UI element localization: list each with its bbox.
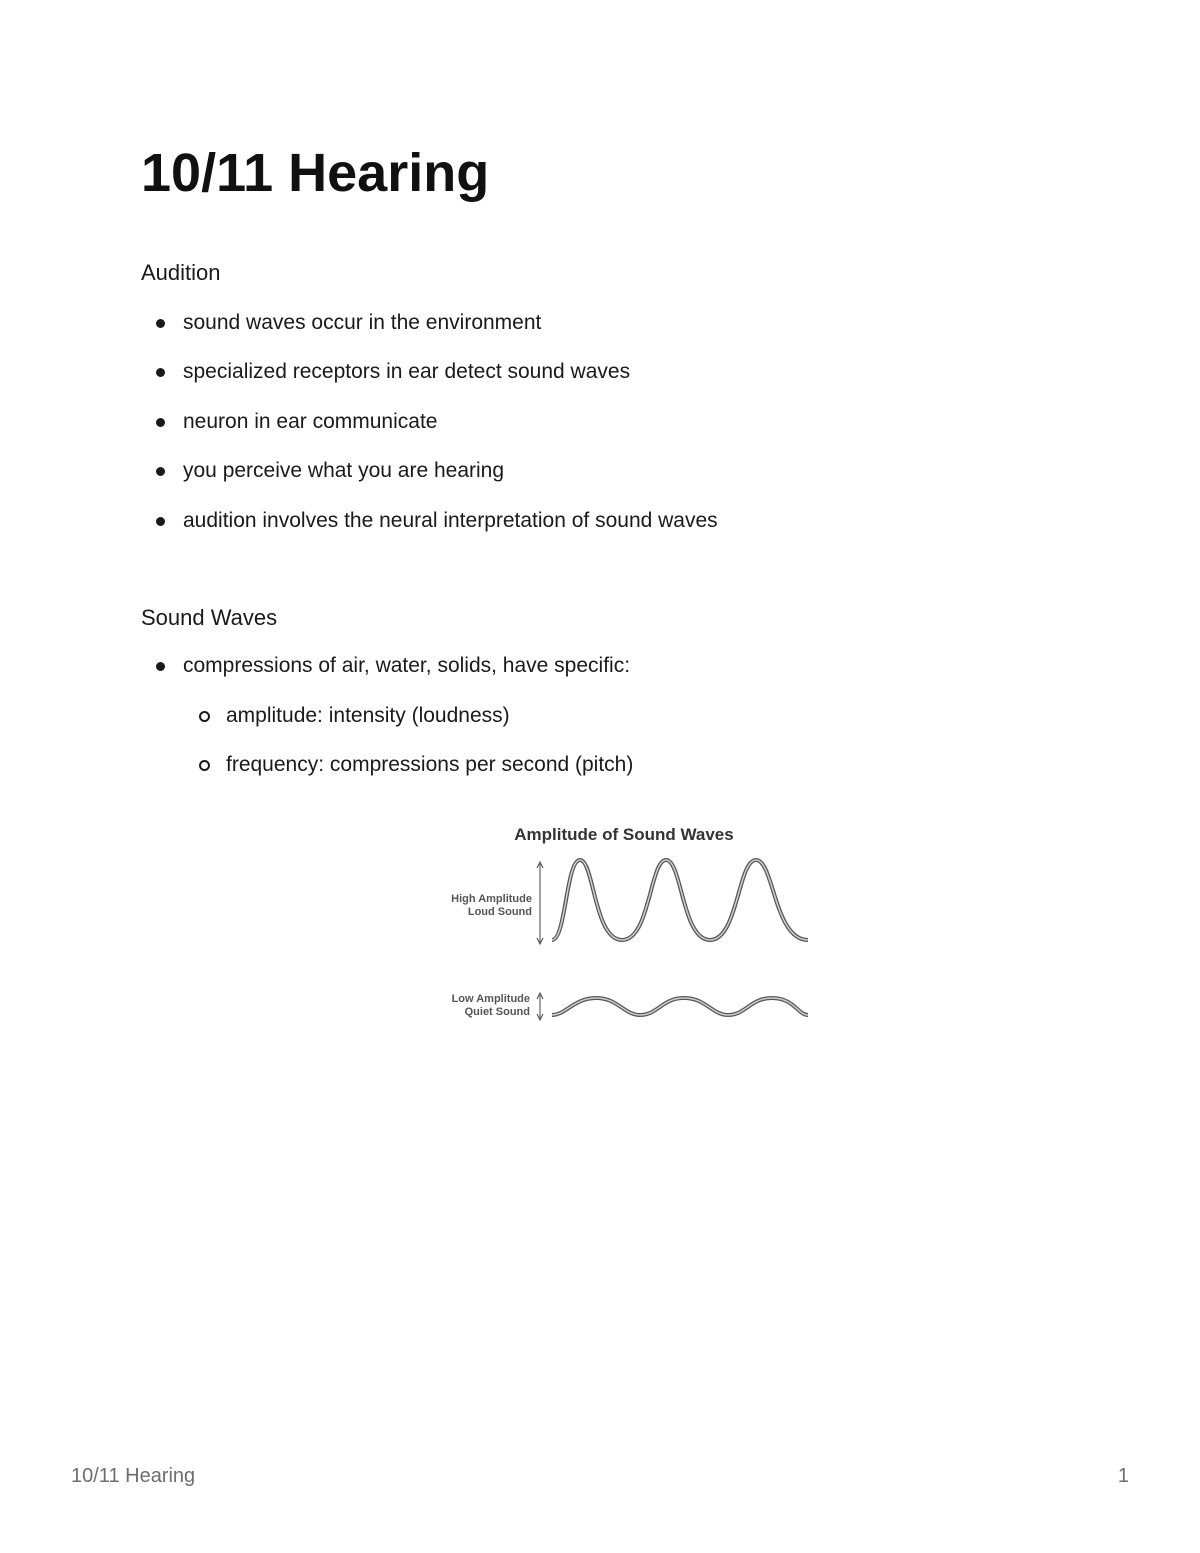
amplitude-figure: [440, 818, 820, 1028]
sub-list-item: [226, 752, 633, 778]
list-item: [183, 458, 504, 484]
list-item-text: amplitude: intensity (loudness): [226, 704, 510, 727]
amplitude-diagram: [440, 818, 820, 1028]
low-amplitude-wave: [552, 998, 808, 1015]
list-item: [183, 310, 541, 336]
list-item: [183, 409, 437, 435]
list-item-text: sound waves occur in the environment: [183, 311, 542, 334]
bullet-ring-icon: [199, 711, 210, 722]
footer-doc-title: 10/11 Hearing: [71, 1465, 196, 1487]
quiet-sound-label: Quiet Sound: [464, 1006, 530, 1018]
figure-title: Amplitude of Sound Waves: [514, 825, 734, 844]
list-item-text: you perceive what you are hearing: [183, 459, 505, 482]
footer-page-number: 1: [1117, 1465, 1129, 1487]
list-item-text: neuron in ear communicate: [183, 410, 438, 433]
high-amplitude-wave: [552, 860, 808, 940]
list-item: [183, 508, 718, 534]
list-item: [183, 359, 630, 385]
bullet-dot-icon: [156, 418, 165, 427]
sub-list-item: [226, 703, 510, 729]
list-item-text: audition involves the neural interpretation of sound waves: [183, 509, 718, 532]
bullet-dot-icon: [156, 319, 165, 328]
bullet-dot-icon: [156, 368, 165, 377]
high-amplitude-arrow-icon: [537, 862, 543, 944]
high-amplitude-label: High Amplitude: [451, 893, 532, 905]
list-item-text: compressions of air, water, solids, have specific:: [183, 654, 631, 677]
low-amplitude-arrow-icon: [537, 993, 543, 1020]
bullet-ring-icon: [199, 760, 210, 771]
section-heading-audition: Audition: [141, 260, 221, 285]
list-item: [183, 653, 630, 679]
bullet-dot-icon: [156, 467, 165, 476]
bullet-dot-icon: [156, 662, 165, 671]
bullet-dot-icon: [156, 517, 165, 526]
list-item-text: specialized receptors in ear detect sound waves: [183, 360, 631, 383]
low-amplitude-label: Low Amplitude: [451, 993, 530, 1005]
list-item-text: frequency: compressions per second (pitch): [226, 753, 634, 776]
loud-sound-label: Loud Sound: [467, 906, 532, 918]
page-title: 10/11 Hearing: [141, 143, 490, 203]
section-heading-sound-waves: Sound Waves: [141, 605, 278, 630]
